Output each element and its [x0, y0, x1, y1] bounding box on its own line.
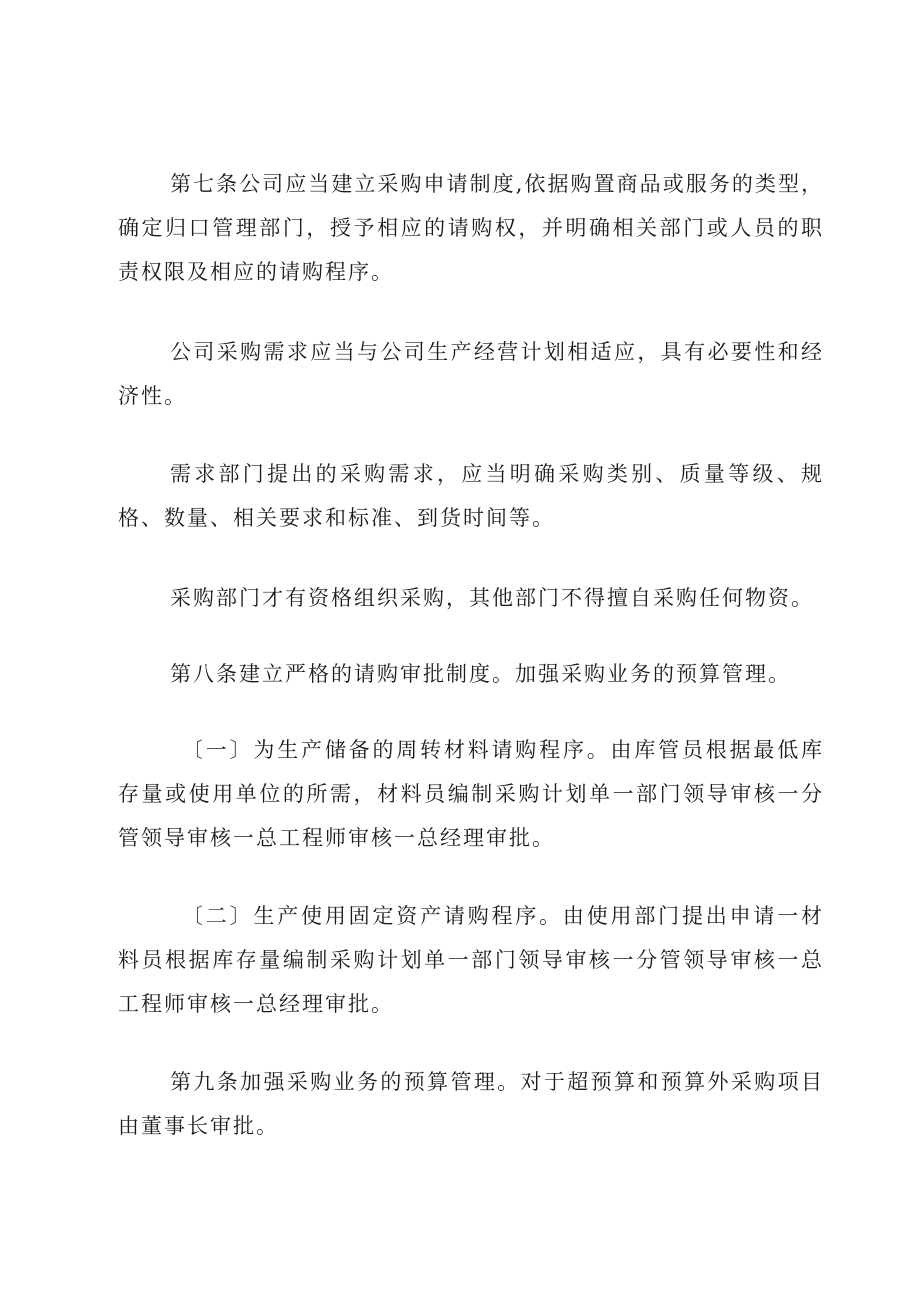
purchase-demand-paragraph: 公司采购需求应当与公司生产经营计划相适应，具有必要性和经济性。 [118, 340, 824, 408]
purchasing-department-paragraph: 采购部门才有资格组织采购，其他部门不得擅自采购任何物资。 [170, 586, 814, 610]
article-9-paragraph: 第九条加强采购业务的预算管理。对于超预算和预算外采购项目由董事长审批。 [118, 1070, 824, 1138]
procedure-two-paragraph: 〔二〕生产使用固定资产请购程序。由使用部门提出申请一材料员根据库存量编制采购计划单一部门领导审核一分管领导审核一总工程师审核一总经理审批。 [118, 904, 824, 1016]
demand-department-paragraph: 需求部门提出的采购需求，应当明确采购类别、质量等级、规格、数量、相关要求和标准、到货时间等。 [118, 462, 824, 530]
article-8-paragraph: 第八条建立严格的请购审批制度。加强采购业务的预算管理。 [170, 662, 791, 686]
procedure-one-paragraph: 〔一〕为生产储备的周转材料请购程序。由库管员根据最低库存量或使用单位的所需，材料员编制采购计划单一部门领导审核一分管领导审核一总工程师审核一总经理审批。 [118, 738, 824, 850]
article-7-paragraph: 第七条公司应当建立采购申请制度,依据购置商品或服务的类型，确定归口管理部门，授予相应的请购权，并明确相关部门或人员的职责权限及相应的请购程序。 [118, 172, 824, 284]
